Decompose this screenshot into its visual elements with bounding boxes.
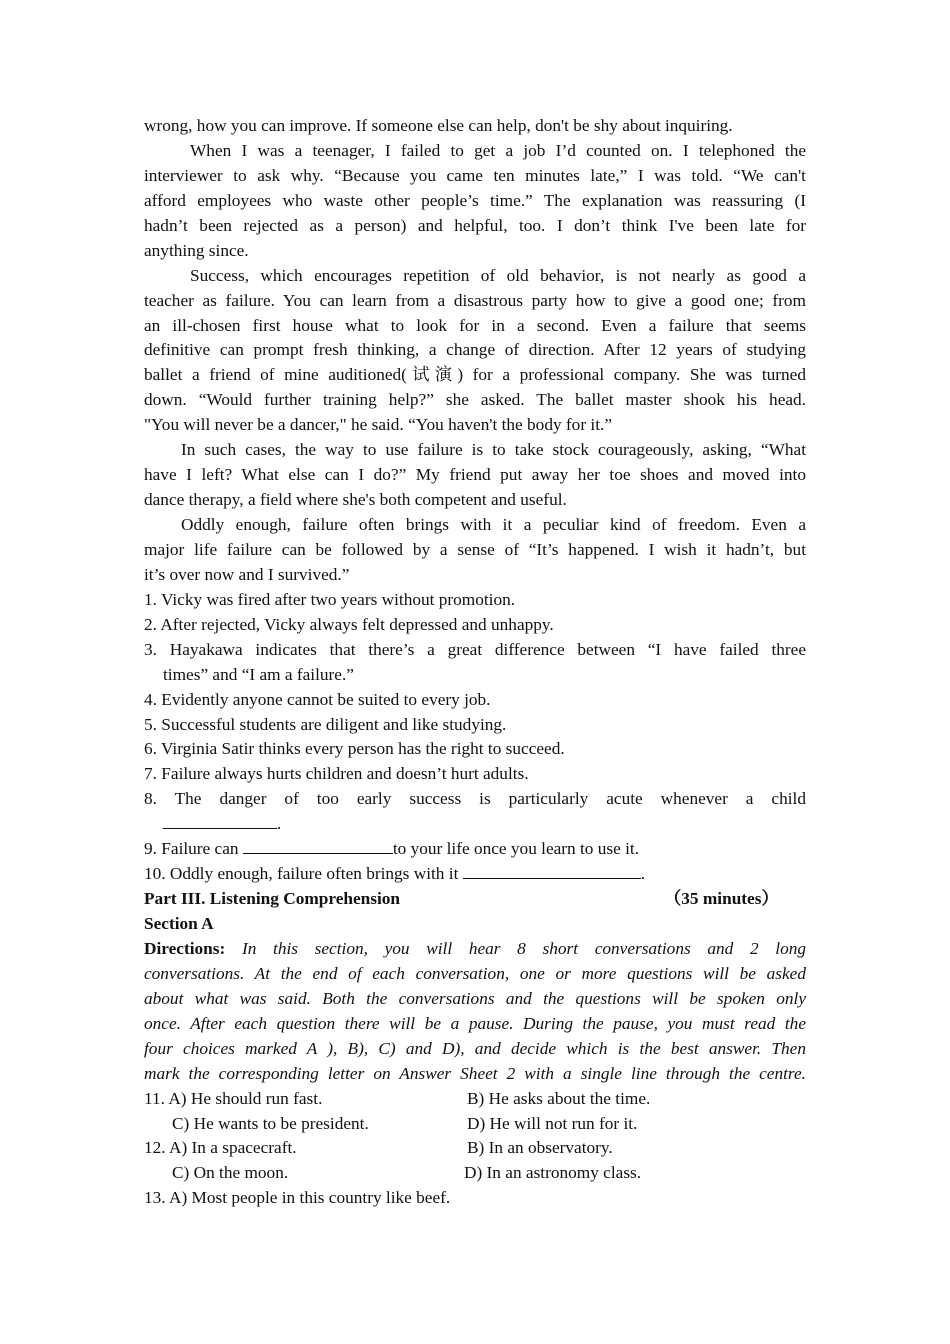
question-4: 4. Evidently anyone cannot be suited to every job. <box>144 689 491 709</box>
directions-line: conversations. At the end of each conversation, one or more questions will be asked <box>144 963 806 983</box>
passage-line: In such cases, the way to use failure is to take stock courageously, asking, “What <box>181 440 806 460</box>
question-list <box>144 588 806 887</box>
passage-line: anything since. <box>144 240 249 260</box>
document-page <box>144 114 806 1211</box>
directions-text: In this section, you will hear 8 short conversations and 2 long <box>241 938 806 958</box>
passage-line: it’s over now and I survived.” <box>144 564 350 584</box>
passage-line: definitive can prompt fresh thinking, a change of direction. After 12 years of studying <box>144 340 806 360</box>
option-12a[interactable]: 12. A) In a spacecraft. <box>144 1138 297 1158</box>
part-heading <box>144 887 806 912</box>
passage-line: have I left? What else can I do?” My friend put away her toe shoes and moved into <box>144 465 806 485</box>
answer-blank[interactable] <box>163 812 277 829</box>
question-12-row-2 <box>144 1161 806 1186</box>
passage-line: interviewer to ask why. “Because you came ten minutes late,” I was told. “We can't <box>144 165 806 185</box>
passage-line: Success, which encourages repetition of old behavior, is not nearly as good a <box>190 265 806 285</box>
question-8-end: . <box>277 814 282 834</box>
question-10 <box>144 862 806 887</box>
passage-line: Oddly enough, failure often brings with it a peculiar kind of freedom. Even a <box>181 515 806 534</box>
answer-blank[interactable] <box>463 862 641 879</box>
question-11-row-2 <box>144 1112 806 1137</box>
directions-label: Directions: <box>144 938 226 958</box>
section-heading: Section A <box>144 914 214 933</box>
option-11c[interactable]: C) He wants to be president. <box>172 1113 369 1133</box>
directions-line: mark the corresponding letter on Answer Sheet 2 with a single line through the centre. <box>144 1063 806 1083</box>
question-3-continued: times” and “I am a failure.” <box>163 664 354 684</box>
question-9 <box>144 837 806 862</box>
option-13a[interactable]: 13. A) Most people in this country like beef. <box>144 1188 451 1208</box>
option-11a[interactable]: 11. A) He should run fast. <box>144 1088 323 1108</box>
question-7: 7. Failure always hurts children and doesn’t hurt adults. <box>144 764 529 784</box>
question-3: 3. Hayakawa indicates that there’s a great difference between “I have failed three <box>144 639 806 659</box>
question-8: 8. The danger of too early success is particularly acute whenever a child <box>144 789 806 809</box>
question-10-end: . <box>640 864 646 884</box>
option-12d[interactable]: D) In an astronomy class. <box>464 1163 642 1183</box>
option-11b[interactable]: B) He asks about the time. <box>467 1088 651 1108</box>
passage-line: dance therapy, a field where she's both competent and useful. <box>144 490 567 510</box>
passage-line: When I was a teenager, I failed to get a job I’d counted on. I telephoned the <box>190 140 806 160</box>
part-title: Part III. Listening Comprehension <box>144 889 401 909</box>
directions-line: four choices marked A ), B), C) and D), and decide which is the best answer. Then <box>144 1038 806 1058</box>
passage-line: "You will never be a dancer," he said. “You haven't the body for it.” <box>144 415 612 435</box>
question-11-row-1 <box>144 1087 806 1112</box>
passage-line: teacher as failure. You can learn from a disastrous party how to give a good one; from <box>144 290 806 310</box>
directions-line: about what was said. Both the conversations and the questions will be spoken only <box>144 988 806 1008</box>
question-9-end: to your life once you learn to use it. <box>392 839 640 859</box>
part-time: （35 minutes） <box>664 889 779 909</box>
passage-line: afford employees who waste other people’s time.” The explanation was reassuring (I <box>144 190 806 210</box>
question-5: 5. Successful students are diligent and like studying. <box>144 714 507 734</box>
passage-line: down. “Would further training help?” she asked. The ballet master shook his head. <box>144 390 806 410</box>
option-11d[interactable]: D) He will not run for it. <box>467 1113 638 1133</box>
directions-line <box>144 937 806 962</box>
option-12c[interactable]: C) On the moon. <box>172 1163 289 1183</box>
passage-line: hadn’t been rejected as a person) and helpful, too. I don’t think I've been late for <box>144 215 806 235</box>
passage <box>144 114 806 588</box>
passage-line: an ill-chosen first house what to look for in a second. Even a failure that seems <box>144 315 806 335</box>
question-13-row-1 <box>144 1186 806 1211</box>
option-12b[interactable]: B) In an observatory. <box>467 1138 613 1158</box>
question-6: 6. Virginia Satir thinks every person has the right to succeed. <box>144 739 565 759</box>
passage-line: wrong, how you can improve. If someone else can help, don't be shy about inquiring. <box>144 116 733 135</box>
answer-blank[interactable] <box>243 837 393 854</box>
passage-line: ballet a friend of mine auditioned(试演) for a professional company. She was turned <box>144 365 806 385</box>
question-8-continued <box>144 812 806 837</box>
question-2: 2. After rejected, Vicky always felt depressed and unhappy. <box>144 614 554 634</box>
question-12-row-1 <box>144 1136 806 1161</box>
directions-line: once. After each question there will be a pause. During the pause, you must read the <box>144 1013 806 1033</box>
directions <box>144 937 806 1087</box>
listening-questions <box>144 1087 806 1212</box>
question-1: 1. Vicky was fired after two years without promotion. <box>144 589 516 609</box>
question-10-start: 10. Oddly enough, failure often brings with it <box>144 864 463 884</box>
question-9-start: 9. Failure can <box>144 839 243 859</box>
passage-line: major life failure can be followed by a sense of “It’s happened. I wish it hadn’t, but <box>144 539 806 559</box>
